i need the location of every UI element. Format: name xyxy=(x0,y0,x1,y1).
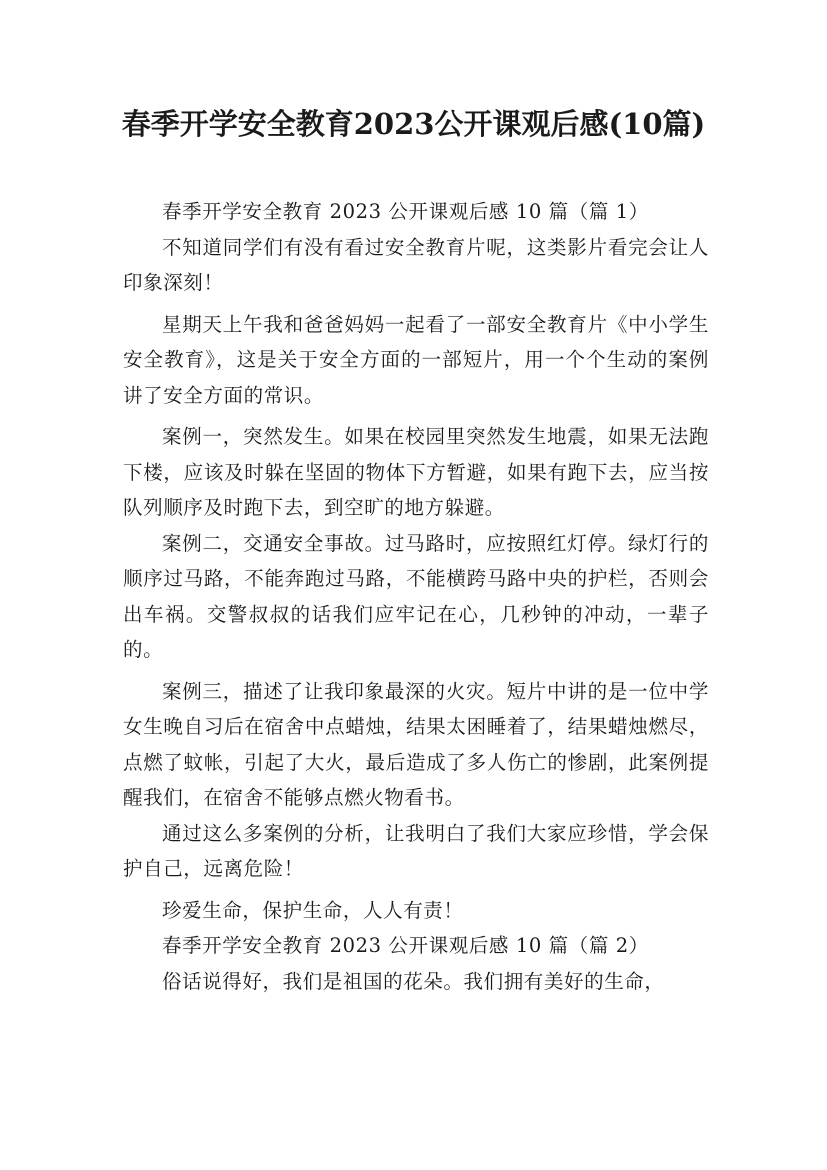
paragraph: 珍爱生命，保护生命，人人有责！ xyxy=(162,898,464,922)
document-body xyxy=(123,194,709,999)
paragraph: 星期天上午我和爸爸妈妈一起看了一部安全教育片《中小学生安全教育》，这是关于安全方面的一部短片，用一个个生动的案例讲了安全方面的常识。 xyxy=(123,312,709,407)
paragraph: 案例一，突然发生。如果在校园里突然发生地震，如果无法跑下楼，应该及时躲在坚固的物体下方暂避，如果有跑下去，应当按队列顺序及时跑下去，到空旷的地方躲避。 xyxy=(123,425,709,519)
paragraph-heading-2: 春季开学安全教育 2023 公开课观后感 10 篇（篇 2） xyxy=(162,934,649,957)
paragraph: 不知道同学们有没有看过安全教育片呢，这类影片看完会让人印象深刻！ xyxy=(123,235,709,294)
paragraph: 案例二，交通安全事故。过马路时，应按照红灯停。绿灯行的顺序过马路，不能奔跑过马路，不能横跨马路中央的护栏，否则会出车祸。交警叔叔的话我们应牢记在心，几秒钟的冲动，一辈子的。 xyxy=(123,531,709,661)
document-title: 春季开学安全教育2023公开课观后感(10篇) xyxy=(121,107,706,141)
paragraph: 俗话说得好，我们是祖国的花朵。我们拥有美好的生命， xyxy=(162,969,665,993)
paragraph: 案例三，描述了让我印象最深的火灾。短片中讲的是一位中学女生晚自习后在宿舍中点蜡烛，结果太困睡着了，结果蜡烛燃尽，点燃了蚊帐，引起了大火，最后造成了多人伤亡的惨剧，此案例提醒我们，在宿舍不能够点燃火物看书。 xyxy=(123,679,709,809)
paragraph: 通过这么多案例的分析，让我明白了我们大家应珍惜，学会保护自己，远离危险！ xyxy=(123,821,709,880)
paragraph-heading-1: 春季开学安全教育 2023 公开课观后感 10 篇（篇 1） xyxy=(162,200,649,223)
